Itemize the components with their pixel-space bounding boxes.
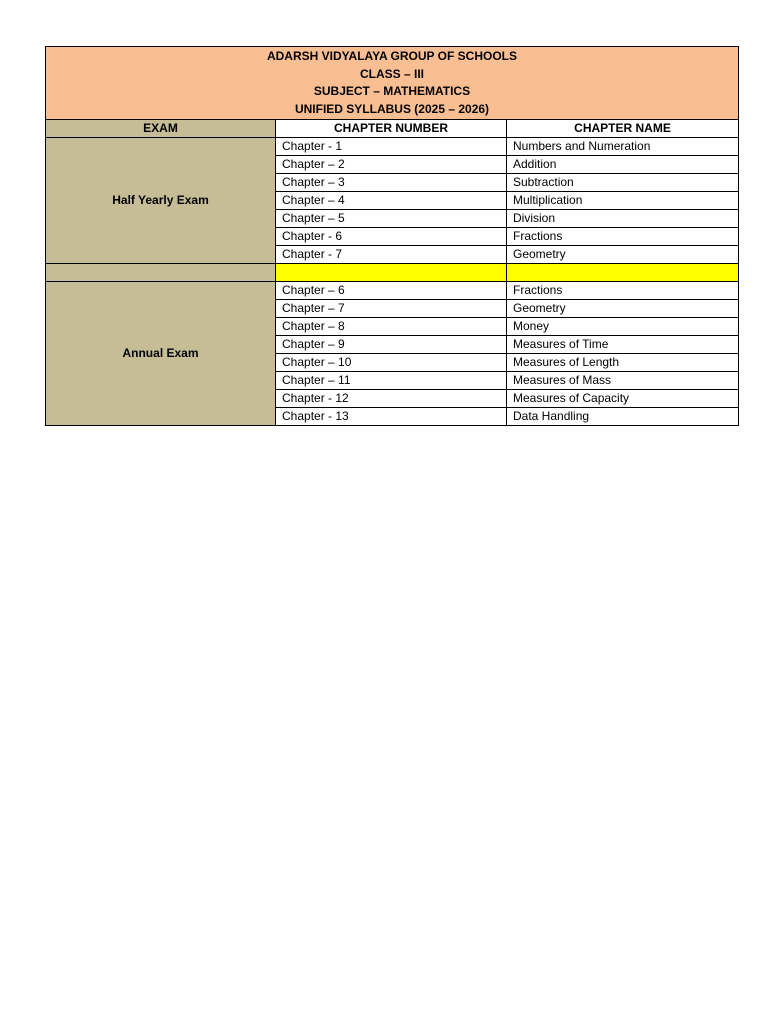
subject-name: SUBJECT – MATHEMATICS xyxy=(313,84,471,98)
chapter-name-cell: Money xyxy=(507,318,739,336)
spacer-highlight-cell xyxy=(276,264,507,282)
exam-label-annual: Annual Exam xyxy=(46,282,276,426)
chapter-name-cell: Division xyxy=(507,210,739,228)
chapter-number-cell: Chapter – 4 xyxy=(276,192,507,210)
title-row xyxy=(46,47,739,120)
chapter-name-cell: Fractions xyxy=(507,282,739,300)
spacer-exam-cell xyxy=(46,264,276,282)
chapter-number-cell: Chapter – 6 xyxy=(276,282,507,300)
chapter-number-cell: Chapter - 6 xyxy=(276,228,507,246)
chapter-number-cell: Chapter – 11 xyxy=(276,372,507,390)
chapter-name-cell: Addition xyxy=(507,156,739,174)
syllabus-year: UNIFIED SYLLABUS (2025 – 2026) xyxy=(294,101,490,116)
chapter-name-cell: Geometry xyxy=(507,246,739,264)
chapter-number-cell: Chapter - 12 xyxy=(276,390,507,408)
syllabus-table xyxy=(45,46,739,426)
chapter-name-cell: Measures of Time xyxy=(507,336,739,354)
chapter-number-cell: Chapter – 2 xyxy=(276,156,507,174)
chapter-number-cell: Chapter – 10 xyxy=(276,354,507,372)
chapter-name-cell: Data Handling xyxy=(507,408,739,426)
chapter-name-cell: Multiplication xyxy=(507,192,739,210)
chapter-number-cell: Chapter – 3 xyxy=(276,174,507,192)
chapter-number-cell: Chapter - 13 xyxy=(276,408,507,426)
chapter-name-cell: Geometry xyxy=(507,300,739,318)
chapter-name-cell: Subtraction xyxy=(507,174,739,192)
chapter-number-cell: Chapter – 9 xyxy=(276,336,507,354)
table-row xyxy=(46,138,739,156)
column-header-row xyxy=(46,120,739,138)
chapter-name-cell: Measures of Mass xyxy=(507,372,739,390)
chapter-name-cell: Measures of Capacity xyxy=(507,390,739,408)
chapter-name-cell: Measures of Length xyxy=(507,354,739,372)
class-name: CLASS – III xyxy=(359,66,424,81)
spacer-row xyxy=(46,264,739,282)
spacer-highlight-cell xyxy=(507,264,739,282)
table-row xyxy=(46,282,739,300)
chapter-name-cell: Numbers and Numeration xyxy=(507,138,739,156)
chapter-number-cell: Chapter - 7 xyxy=(276,246,507,264)
column-header-exam: EXAM xyxy=(46,120,276,138)
title-block xyxy=(46,47,739,120)
column-header-chapter-number: CHAPTER NUMBER xyxy=(276,120,507,138)
chapter-number-cell: Chapter – 7 xyxy=(276,300,507,318)
school-name: ADARSH VIDYALAYA GROUP OF SCHOOLS xyxy=(266,49,518,63)
column-header-chapter-name: CHAPTER NAME xyxy=(507,120,739,138)
chapter-number-cell: Chapter – 5 xyxy=(276,210,507,228)
chapter-name-cell: Fractions xyxy=(507,228,739,246)
chapter-number-cell: Chapter – 8 xyxy=(276,318,507,336)
exam-label-half-yearly: Half Yearly Exam xyxy=(46,138,276,264)
chapter-number-cell: Chapter - 1 xyxy=(276,138,507,156)
